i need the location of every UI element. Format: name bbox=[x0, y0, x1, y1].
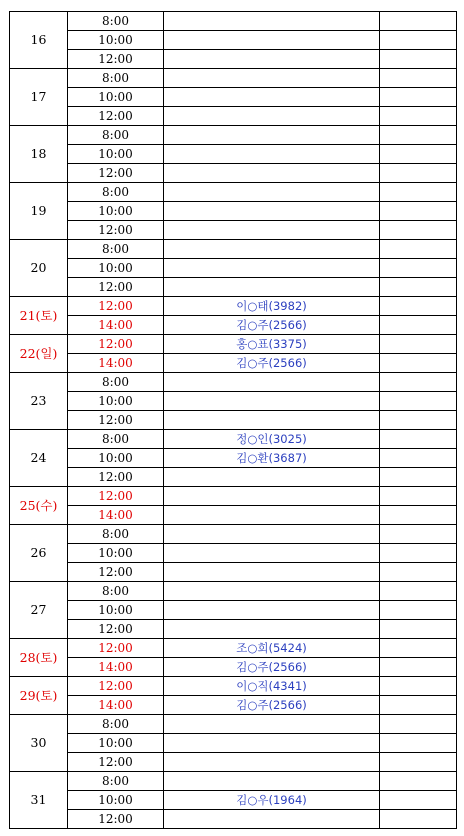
extra-cell bbox=[380, 696, 457, 715]
extra-cell bbox=[380, 145, 457, 164]
schedule-row bbox=[10, 563, 457, 582]
reservation-name-cell: 조○희(5424) bbox=[164, 639, 380, 658]
schedule-row bbox=[10, 107, 457, 126]
day-cell: 16 bbox=[10, 12, 68, 69]
time-cell: 12:00 bbox=[68, 411, 164, 430]
extra-cell bbox=[380, 639, 457, 658]
extra-cell bbox=[380, 202, 457, 221]
time-cell: 12:00 bbox=[68, 677, 164, 696]
schedule-row bbox=[10, 620, 457, 639]
schedule-row bbox=[10, 373, 457, 392]
extra-cell bbox=[380, 12, 457, 31]
extra-cell bbox=[380, 734, 457, 753]
day-cell: 30 bbox=[10, 715, 68, 772]
day-cell: 21(토) bbox=[10, 297, 68, 335]
schedule-row bbox=[10, 297, 457, 316]
schedule-row bbox=[10, 487, 457, 506]
reservation-name-cell bbox=[164, 69, 380, 88]
schedule-row bbox=[10, 810, 457, 829]
time-cell: 10:00 bbox=[68, 88, 164, 107]
schedule-row bbox=[10, 772, 457, 791]
extra-cell bbox=[380, 411, 457, 430]
schedule-row bbox=[10, 183, 457, 202]
time-cell: 12:00 bbox=[68, 335, 164, 354]
reservation-name-cell bbox=[164, 126, 380, 145]
time-cell: 12:00 bbox=[68, 563, 164, 582]
extra-cell bbox=[380, 259, 457, 278]
reservation-name-cell bbox=[164, 88, 380, 107]
schedule-row bbox=[10, 449, 457, 468]
reservation-name-cell: 김○주(2566) bbox=[164, 696, 380, 715]
reservation-name-cell bbox=[164, 772, 380, 791]
extra-cell bbox=[380, 468, 457, 487]
time-cell: 12:00 bbox=[68, 164, 164, 183]
time-cell: 10:00 bbox=[68, 449, 164, 468]
time-cell: 12:00 bbox=[68, 107, 164, 126]
schedule-row bbox=[10, 753, 457, 772]
schedule-row bbox=[10, 639, 457, 658]
day-cell: 29(토) bbox=[10, 677, 68, 715]
schedule-row bbox=[10, 126, 457, 145]
extra-cell bbox=[380, 316, 457, 335]
schedule-row bbox=[10, 525, 457, 544]
schedule-row bbox=[10, 677, 457, 696]
day-cell: 25(수) bbox=[10, 487, 68, 525]
reservation-name-cell bbox=[164, 202, 380, 221]
extra-cell bbox=[380, 126, 457, 145]
schedule-row bbox=[10, 734, 457, 753]
extra-cell bbox=[380, 278, 457, 297]
schedule-row bbox=[10, 31, 457, 50]
reservation-name-cell: 이○태(3982) bbox=[164, 297, 380, 316]
schedule-row bbox=[10, 392, 457, 411]
extra-cell bbox=[380, 563, 457, 582]
reservation-name-cell bbox=[164, 12, 380, 31]
reservation-name-cell: 김○주(2566) bbox=[164, 354, 380, 373]
time-cell: 12:00 bbox=[68, 297, 164, 316]
reservation-name-cell bbox=[164, 183, 380, 202]
reservation-name-cell bbox=[164, 487, 380, 506]
schedule-row bbox=[10, 411, 457, 430]
extra-cell bbox=[380, 354, 457, 373]
extra-cell bbox=[380, 525, 457, 544]
day-cell: 22(일) bbox=[10, 335, 68, 373]
day-cell: 17 bbox=[10, 69, 68, 126]
schedule-row bbox=[10, 221, 457, 240]
extra-cell bbox=[380, 221, 457, 240]
time-cell: 10:00 bbox=[68, 734, 164, 753]
reservation-name-cell: 홍○표(3375) bbox=[164, 335, 380, 354]
reservation-name-cell: 김○우(1964) bbox=[164, 791, 380, 810]
extra-cell bbox=[380, 544, 457, 563]
schedule-body bbox=[10, 12, 457, 829]
extra-cell bbox=[380, 620, 457, 639]
reservation-name-cell bbox=[164, 810, 380, 829]
reservation-name-cell bbox=[164, 506, 380, 525]
time-cell: 8:00 bbox=[68, 240, 164, 259]
time-cell: 10:00 bbox=[68, 544, 164, 563]
time-cell: 12:00 bbox=[68, 50, 164, 69]
reservation-name-cell bbox=[164, 373, 380, 392]
reservation-name-cell bbox=[164, 563, 380, 582]
reservation-name-cell bbox=[164, 278, 380, 297]
reservation-name-cell bbox=[164, 715, 380, 734]
extra-cell bbox=[380, 715, 457, 734]
time-cell: 14:00 bbox=[68, 506, 164, 525]
reservation-name-cell: 김○주(2566) bbox=[164, 316, 380, 335]
reservation-name-cell bbox=[164, 620, 380, 639]
schedule-row bbox=[10, 145, 457, 164]
day-cell: 27 bbox=[10, 582, 68, 639]
day-cell: 31 bbox=[10, 772, 68, 829]
schedule-row bbox=[10, 658, 457, 677]
extra-cell bbox=[380, 335, 457, 354]
reservation-name-cell bbox=[164, 392, 380, 411]
extra-cell bbox=[380, 487, 457, 506]
reservation-name-cell bbox=[164, 107, 380, 126]
schedule-table bbox=[9, 11, 457, 829]
time-cell: 8:00 bbox=[68, 430, 164, 449]
extra-cell bbox=[380, 107, 457, 126]
reservation-name-cell bbox=[164, 544, 380, 563]
schedule-row bbox=[10, 69, 457, 88]
time-cell: 12:00 bbox=[68, 487, 164, 506]
schedule-row bbox=[10, 601, 457, 620]
time-cell: 10:00 bbox=[68, 791, 164, 810]
time-cell: 10:00 bbox=[68, 601, 164, 620]
schedule-row bbox=[10, 50, 457, 69]
schedule-row bbox=[10, 278, 457, 297]
schedule-row bbox=[10, 12, 457, 31]
extra-cell bbox=[380, 658, 457, 677]
time-cell: 12:00 bbox=[68, 221, 164, 240]
reservation-name-cell bbox=[164, 601, 380, 620]
day-cell: 28(토) bbox=[10, 639, 68, 677]
extra-cell bbox=[380, 772, 457, 791]
time-cell: 8:00 bbox=[68, 373, 164, 392]
time-cell: 8:00 bbox=[68, 183, 164, 202]
reservation-name-cell bbox=[164, 145, 380, 164]
schedule-row bbox=[10, 544, 457, 563]
extra-cell bbox=[380, 810, 457, 829]
reservation-name-cell: 이○직(4341) bbox=[164, 677, 380, 696]
extra-cell bbox=[380, 297, 457, 316]
schedule-row bbox=[10, 696, 457, 715]
time-cell: 12:00 bbox=[68, 620, 164, 639]
schedule-row bbox=[10, 316, 457, 335]
time-cell: 8:00 bbox=[68, 126, 164, 145]
schedule-row bbox=[10, 259, 457, 278]
day-cell: 19 bbox=[10, 183, 68, 240]
extra-cell bbox=[380, 791, 457, 810]
reservation-name-cell bbox=[164, 525, 380, 544]
reservation-name-cell bbox=[164, 411, 380, 430]
reservation-name-cell bbox=[164, 240, 380, 259]
time-cell: 14:00 bbox=[68, 696, 164, 715]
schedule-row bbox=[10, 354, 457, 373]
day-cell: 20 bbox=[10, 240, 68, 297]
schedule-row bbox=[10, 240, 457, 259]
extra-cell bbox=[380, 50, 457, 69]
time-cell: 8:00 bbox=[68, 12, 164, 31]
time-cell: 12:00 bbox=[68, 468, 164, 487]
time-cell: 10:00 bbox=[68, 31, 164, 50]
day-cell: 23 bbox=[10, 373, 68, 430]
schedule-row bbox=[10, 430, 457, 449]
time-cell: 8:00 bbox=[68, 715, 164, 734]
time-cell: 8:00 bbox=[68, 582, 164, 601]
reservation-name-cell bbox=[164, 221, 380, 240]
extra-cell bbox=[380, 392, 457, 411]
reservation-name-cell bbox=[164, 50, 380, 69]
extra-cell bbox=[380, 240, 457, 259]
extra-cell bbox=[380, 88, 457, 107]
time-cell: 14:00 bbox=[68, 658, 164, 677]
time-cell: 10:00 bbox=[68, 145, 164, 164]
extra-cell bbox=[380, 164, 457, 183]
extra-cell bbox=[380, 582, 457, 601]
reservation-name-cell: 정○인(3025) bbox=[164, 430, 380, 449]
day-cell: 18 bbox=[10, 126, 68, 183]
schedule-row bbox=[10, 582, 457, 601]
schedule-row bbox=[10, 715, 457, 734]
reservation-name-cell bbox=[164, 582, 380, 601]
extra-cell bbox=[380, 373, 457, 392]
schedule-row bbox=[10, 202, 457, 221]
reservation-name-cell bbox=[164, 259, 380, 278]
extra-cell bbox=[380, 430, 457, 449]
extra-cell bbox=[380, 31, 457, 50]
time-cell: 10:00 bbox=[68, 392, 164, 411]
schedule-row bbox=[10, 88, 457, 107]
extra-cell bbox=[380, 506, 457, 525]
extra-cell bbox=[380, 753, 457, 772]
day-cell: 26 bbox=[10, 525, 68, 582]
time-cell: 8:00 bbox=[68, 772, 164, 791]
time-cell: 14:00 bbox=[68, 354, 164, 373]
reservation-name-cell bbox=[164, 734, 380, 753]
time-cell: 10:00 bbox=[68, 259, 164, 278]
time-cell: 12:00 bbox=[68, 278, 164, 297]
schedule-row bbox=[10, 164, 457, 183]
time-cell: 8:00 bbox=[68, 525, 164, 544]
schedule-row bbox=[10, 506, 457, 525]
reservation-name-cell: 김○주(2566) bbox=[164, 658, 380, 677]
reservation-name-cell bbox=[164, 468, 380, 487]
extra-cell bbox=[380, 677, 457, 696]
extra-cell bbox=[380, 601, 457, 620]
extra-cell bbox=[380, 449, 457, 468]
extra-cell bbox=[380, 69, 457, 88]
reservation-name-cell bbox=[164, 164, 380, 183]
schedule-row bbox=[10, 468, 457, 487]
time-cell: 8:00 bbox=[68, 69, 164, 88]
extra-cell bbox=[380, 183, 457, 202]
day-cell: 24 bbox=[10, 430, 68, 487]
time-cell: 12:00 bbox=[68, 810, 164, 829]
reservation-name-cell: 김○환(3687) bbox=[164, 449, 380, 468]
time-cell: 10:00 bbox=[68, 202, 164, 221]
time-cell: 14:00 bbox=[68, 316, 164, 335]
time-cell: 12:00 bbox=[68, 639, 164, 658]
time-cell: 12:00 bbox=[68, 753, 164, 772]
schedule-row bbox=[10, 791, 457, 810]
reservation-name-cell bbox=[164, 753, 380, 772]
schedule-row bbox=[10, 335, 457, 354]
reservation-name-cell bbox=[164, 31, 380, 50]
